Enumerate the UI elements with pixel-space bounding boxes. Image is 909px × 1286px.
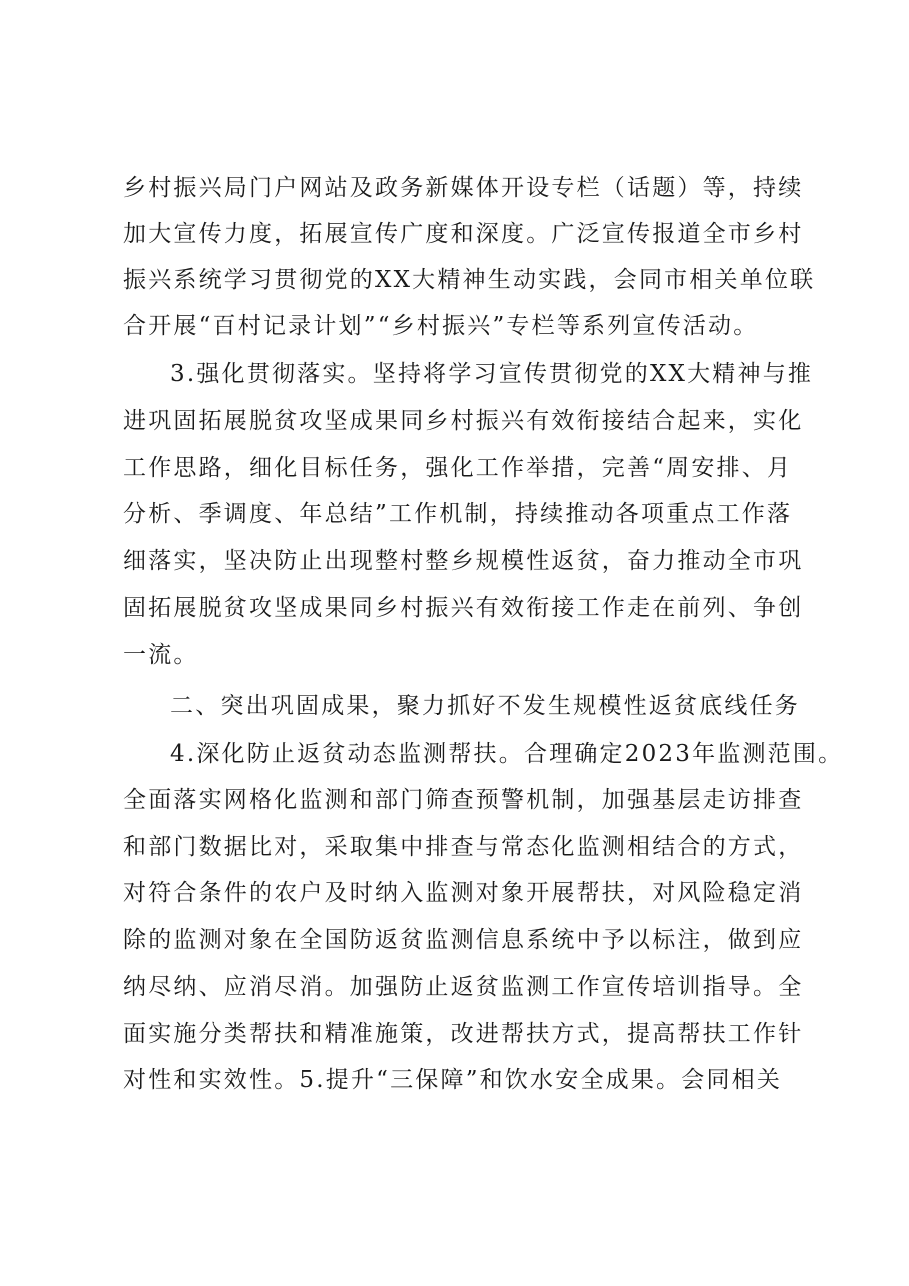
body-text-line: 除的监测对象在全国防返贫监测信息系统中予以标注，做到应 (123, 927, 804, 953)
body-text-line: 进巩固拓展脱贫攻坚成果同乡村振兴有效衔接结合起来，实化 (123, 408, 804, 434)
paragraph-first-line: 4.深化防止返贫动态监测帮扶。合理确定2023年监测范围。 (170, 741, 844, 767)
body-text-line: 乡村振兴局门户网站及政务新媒体开设专栏（话题）等，持续 (123, 175, 804, 201)
body-text-line: 和部门数据比对，采取集中排查与常态化监测相结合的方式， (123, 834, 804, 860)
body-text-line: 一流。 (123, 642, 199, 668)
body-text-line: 纳尽纳、应消尽消。加强防止返贫监测工作宣传培训指导。全 (123, 974, 804, 1000)
body-text-line: 细落实，坚决防止出现整村整乡规模性返贫，奋力推动全市巩 (123, 548, 804, 574)
body-text-line: 面实施分类帮扶和精准施策，改进帮扶方式，提高帮扶工作针 (123, 1021, 804, 1047)
body-text-line: 分析、季调度、年总结”工作机制，持续推动各项重点工作落 (123, 501, 793, 527)
body-text-line: 全面落实网格化监测和部门筛查预警机制，加强基层走访排查 (123, 787, 804, 813)
body-text-line: 振兴系统学习贯彻党的XX大精神生动实践，会同市相关单位联 (123, 267, 816, 293)
body-text-line: 工作思路，细化目标任务，强化工作举措，完善“周安排、月 (123, 455, 793, 481)
paragraph-first-line: 3.强化贯彻落实。坚持将学习宣传贯彻党的XX大精神与推 (170, 361, 814, 387)
section-heading: 二、突出巩固成果，聚力抓好不发生规模性返贫底线任务 (170, 693, 800, 719)
body-text-line: 对性和实效性。5.提升“三保障”和饮水安全成果。会同相关 (123, 1067, 783, 1093)
body-text-line: 加大宣传力度，拓展宣传广度和深度。广泛宣传报道全市乡村 (123, 221, 804, 247)
body-text-line: 对符合条件的农户及时纳入监测对象开展帮扶，对风险稳定消 (123, 880, 804, 906)
body-text-line: 固拓展脱贫攻坚成果同乡村振兴有效衔接工作走在前列、争创 (123, 595, 804, 621)
body-text-line: 合开展“百村记录计划”“乡村振兴”专栏等系列宣传活动。 (123, 313, 759, 339)
